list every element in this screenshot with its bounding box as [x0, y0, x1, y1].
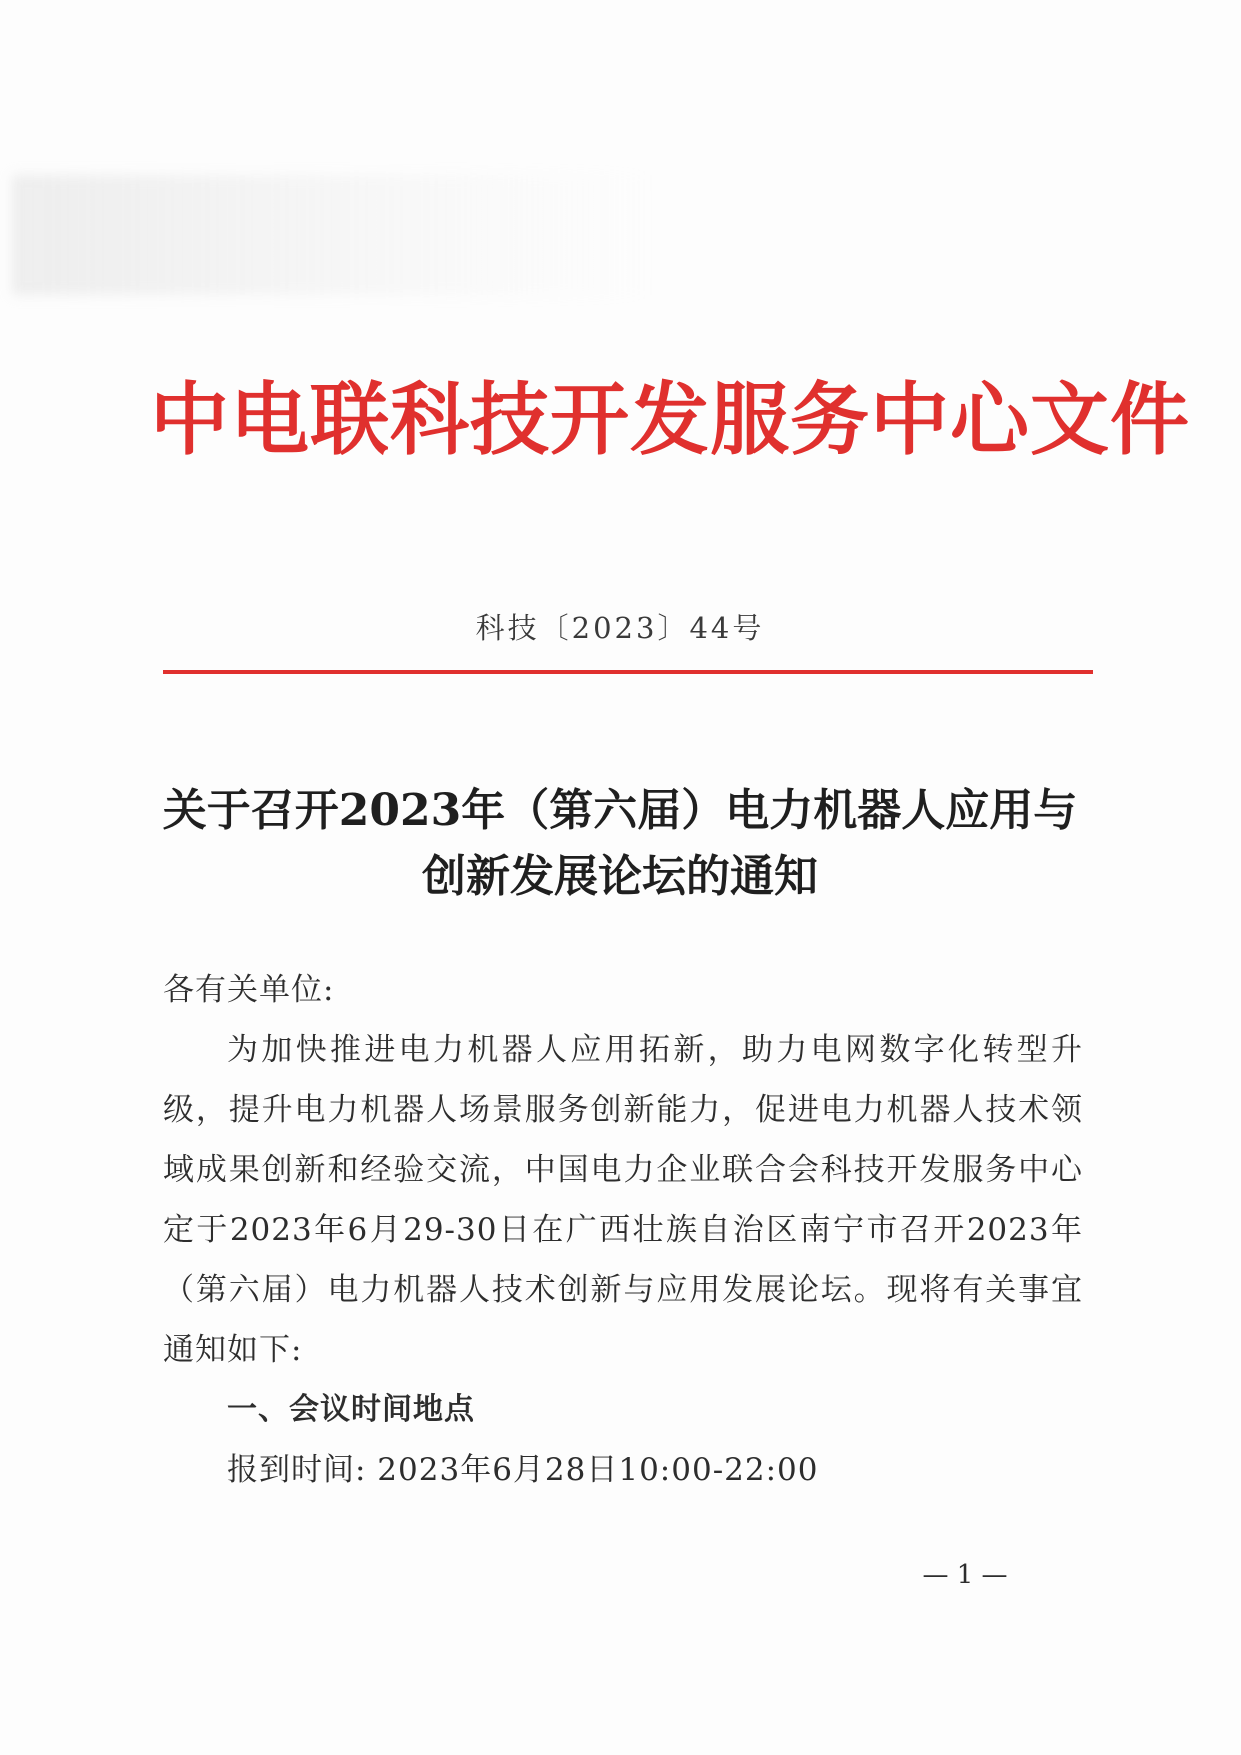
scan-smudge: [12, 175, 652, 295]
notice-body: [163, 960, 1083, 1500]
red-divider-line: [163, 670, 1093, 674]
registration-time: 报到时间: 2023年6月28日10:00-22:00: [227, 1452, 819, 1488]
notice-title-line-2: 创新发展论坛的通知: [422, 851, 818, 902]
letterhead-title: 中电联科技开发服务中心文件: [150, 373, 1190, 466]
notice-title-line-1: 关于召开2023年（第六届）电力机器人应用与: [162, 785, 1078, 836]
intro-paragraph: 为加快推进电力机器人应用拓新，助力电网数字化转型升级，提升电力机器人场景服务创新能力，促进电力机器人技术领域成果创新和经验交流，中国电力企业联合会科技开发服务中心定于2023年6月29-30日在广西壮族自治区南宁市召开2023年（第六届）电力机器人技术创新与应用发展论坛。现将有关事宜通知如下:: [163, 1032, 1083, 1368]
section-heading-meeting-time-place: 一、会议时间地点: [227, 1392, 475, 1427]
document-number: 科技〔2023〕44号: [475, 611, 765, 645]
page-number: — 1 —: [922, 1560, 1008, 1590]
notice-title: [150, 778, 1090, 910]
salutation: 各有关单位:: [163, 972, 335, 1008]
